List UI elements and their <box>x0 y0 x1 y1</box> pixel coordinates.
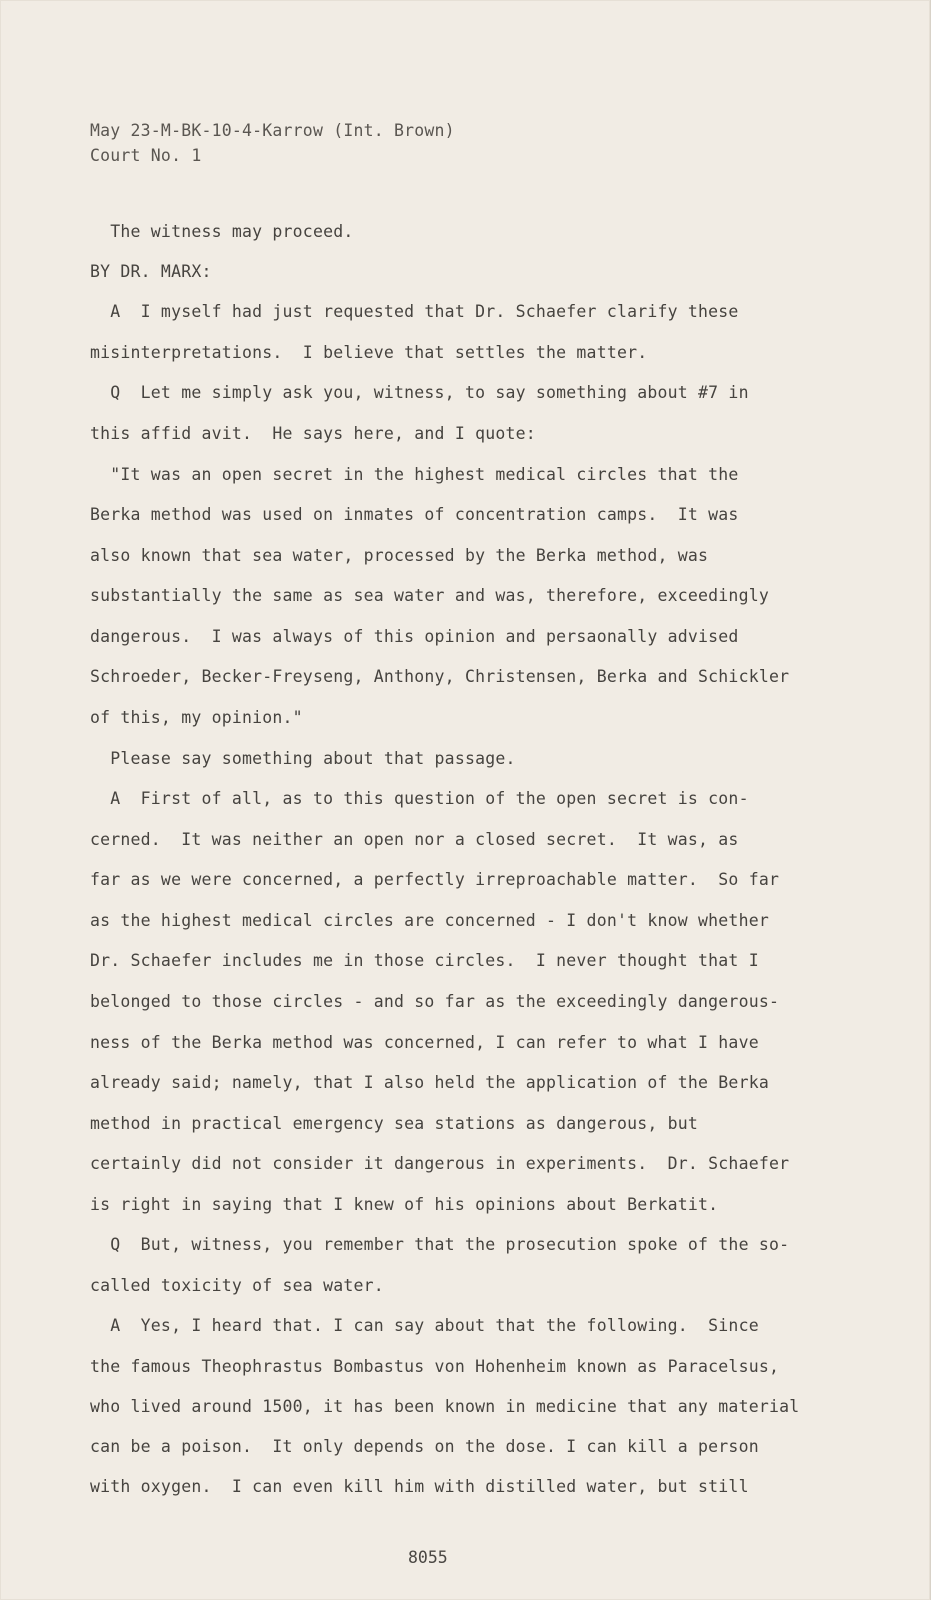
body-line-6: this affid avit. He says here, and I quote: <box>90 424 536 443</box>
body-line-19: Dr. Schaefer includes me in those circles. I never thought that I <box>90 951 759 970</box>
body-line-15: A First of all, as to this question of the open secret is con- <box>90 789 749 808</box>
body-line-17: far as we were concerned, a perfectly irreproachable matter. So far <box>90 870 780 889</box>
body-line-9: also known that sea water, processed by the Berka method, was <box>90 546 709 565</box>
header-line-1: May 23-M-BK-10-4-Karrow (Int. Brown) <box>90 121 455 140</box>
body-line-30: who lived around 1500, it has been known in medicine that any material <box>90 1397 800 1416</box>
body-line-12: Schroeder, Becker-Freyseng, Anthony, Christensen, Berka and Schickler <box>90 667 790 686</box>
body-line-26: Q But, witness, you remember that the prosecution spoke of the so- <box>90 1235 790 1254</box>
body-line-21: ness of the Berka method was concerned, I can refer to what I have <box>90 1033 759 1052</box>
page-edge <box>930 0 948 1600</box>
body-line-5: Q Let me simply ask you, witness, to say something about #7 in <box>90 383 749 402</box>
body-line-3: A I myself had just requested that Dr. Schaefer clarify these <box>90 302 739 321</box>
header-line-2: Court No. 1 <box>90 146 202 165</box>
body-line-10: substantially the same as sea water and was, therefore, exceedingly <box>90 586 769 605</box>
body-line-25: is right in saying that I knew of his opinions about Berkatit. <box>90 1195 719 1214</box>
body-line-18: as the highest medical circles are concerned - I don't know whether <box>90 911 769 930</box>
body-line-24: certainly did not consider it dangerous in experiments. Dr. Schaefer <box>90 1154 790 1173</box>
body-line-1: The witness may proceed. <box>90 222 354 241</box>
body-line-29: the famous Theophrastus Bombastus von Hohenheim known as Paracelsus, <box>90 1357 780 1376</box>
body-line-32: with oxygen. I can even kill him with distilled water, but still <box>90 1477 749 1496</box>
page-number: 8055 <box>408 1548 448 1567</box>
document-header <box>90 118 455 168</box>
body-line-20: belonged to those circles - and so far as the exceedingly dangerous- <box>90 992 780 1011</box>
body-line-8: Berka method was used on inmates of concentration camps. It was <box>90 505 739 524</box>
body-line-4: misinterpretations. I believe that settles the matter. <box>90 343 648 362</box>
body-line-22: already said; namely, that I also held the application of the Berka <box>90 1073 769 1092</box>
body-line-31: can be a poison. It only depends on the dose. I can kill a person <box>90 1437 759 1456</box>
body-line-16: cerned. It was neither an open nor a closed secret. It was, as <box>90 830 739 849</box>
body-line-11: dangerous. I was always of this opinion and persaonally advised <box>90 627 739 646</box>
body-line-7: "It was an open secret in the highest medical circles that the <box>90 465 739 484</box>
body-line-2: BY DR. MARX: <box>90 262 212 281</box>
body-line-23: method in practical emergency sea stations as dangerous, but <box>90 1114 699 1133</box>
body-line-27: called toxicity of sea water. <box>90 1276 384 1295</box>
body-line-28: A Yes, I heard that. I can say about that the following. Since <box>90 1316 759 1335</box>
body-line-14: Please say something about that passage. <box>90 749 516 768</box>
body-line-13: of this, my opinion." <box>90 708 303 727</box>
